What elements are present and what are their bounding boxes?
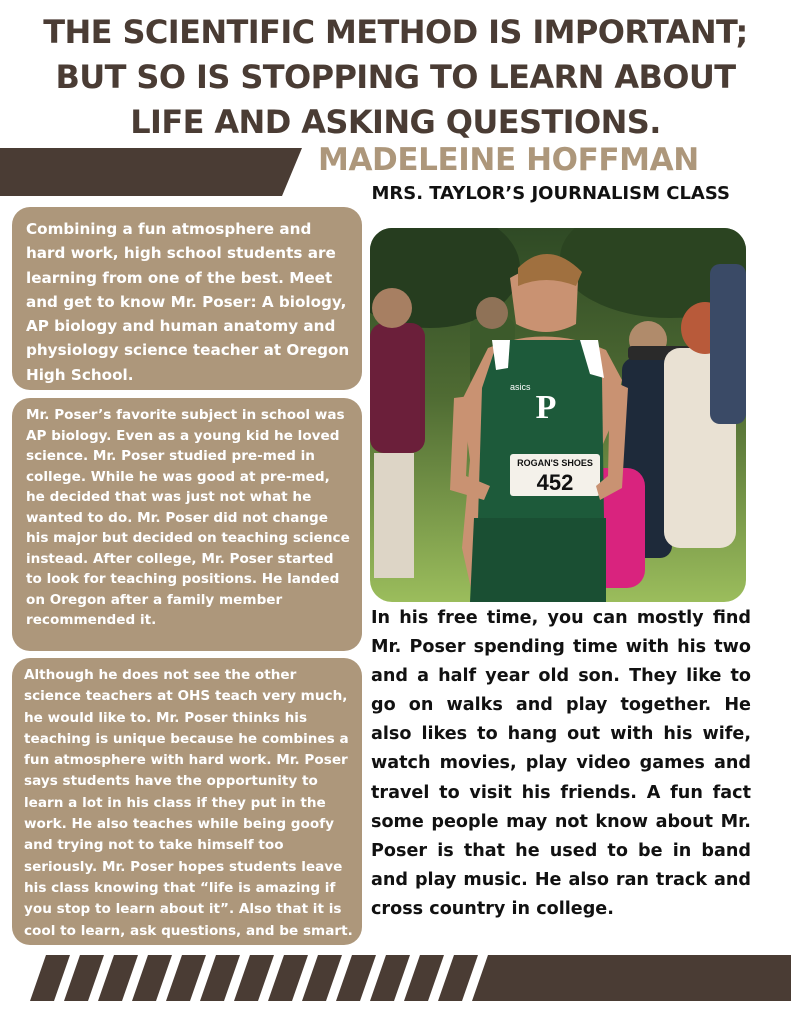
jersey-letter: P <box>535 389 557 426</box>
class-name: MRS. TAYLOR’S JOURNALISM CLASS <box>371 183 730 204</box>
author-name: MADELEINE HOFFMAN <box>318 142 699 178</box>
headline: THE SCIENTIFIC METHOD IS IMPORTANT; BUT SO IS STOPPING TO LEARN ABOUT LIFE AND ASKING QUESTIONS. <box>43 13 748 141</box>
stripe <box>132 955 172 1001</box>
stripe <box>30 955 70 1001</box>
accent-bar-tip <box>282 148 302 196</box>
runner-photo <box>370 228 746 602</box>
free-time-paragraph: In his free time, you can mostly find Mr. Poser spending time with his two and a half year old son. They like to go on walks and play together. He also likes to hang out with his wife, watch movies, play video games and travel to visit his friends. A fun fact some people may not know about Mr. Poser is that he used to be in band and play music. He also ran track and cross country in college. <box>371 608 751 919</box>
accent-bar <box>0 148 282 196</box>
intro-box: Combining a fun atmosphere and hard work, high school students are learning from one of the best. Meet and get to know Mr. Poser: A biology, AP biology and human anatomy and physiology science teacher at Oregon High School. <box>12 207 362 390</box>
stripe <box>268 955 308 1001</box>
stripe <box>438 955 478 1001</box>
stripe-bar <box>472 955 791 1001</box>
jersey-brand: asics <box>510 382 531 392</box>
stripe <box>166 955 206 1001</box>
stripe <box>234 955 274 1001</box>
stripe <box>98 955 138 1001</box>
stripe <box>404 955 444 1001</box>
shorts <box>470 518 606 602</box>
stripe <box>336 955 376 1001</box>
background-box: Mr. Poser’s favorite subject in school was AP biology. Even as a young kid he loved science. Mr. Poser studied pre-med in college. While he was good at pre-med, he decided that was just not what he wanted to do. Mr. Poser did not change his major but decided on teaching science instead. After college, Mr. Poser started to look for teaching positions. He landed on Oregon after a family member recommended it. <box>12 398 362 651</box>
stripe <box>200 955 240 1001</box>
bib-number: 452 <box>536 470 574 495</box>
stripe-band <box>0 955 791 1001</box>
stripe <box>64 955 104 1001</box>
bib-sponsor: ROGAN'S SHOES <box>517 458 593 468</box>
spectator <box>370 323 425 453</box>
stripe <box>302 955 342 1001</box>
teaching-box: Although he does not see the other science teachers at OHS teach very much, he would like to. Mr. Poser thinks his teaching is unique because he combines a fun atmosphere with hard work. Mr. Poser says students have the opportunity to learn a lot in his class if they put in the work. He also teaches while being goofy and trying not to take himself too seriously. Mr. Poser hopes students leave his class knowing that “life is amazing if you stop to learn about it”. Also that it is cool to learn, ask questions, and be smart. <box>12 658 362 945</box>
stripe <box>370 955 410 1001</box>
